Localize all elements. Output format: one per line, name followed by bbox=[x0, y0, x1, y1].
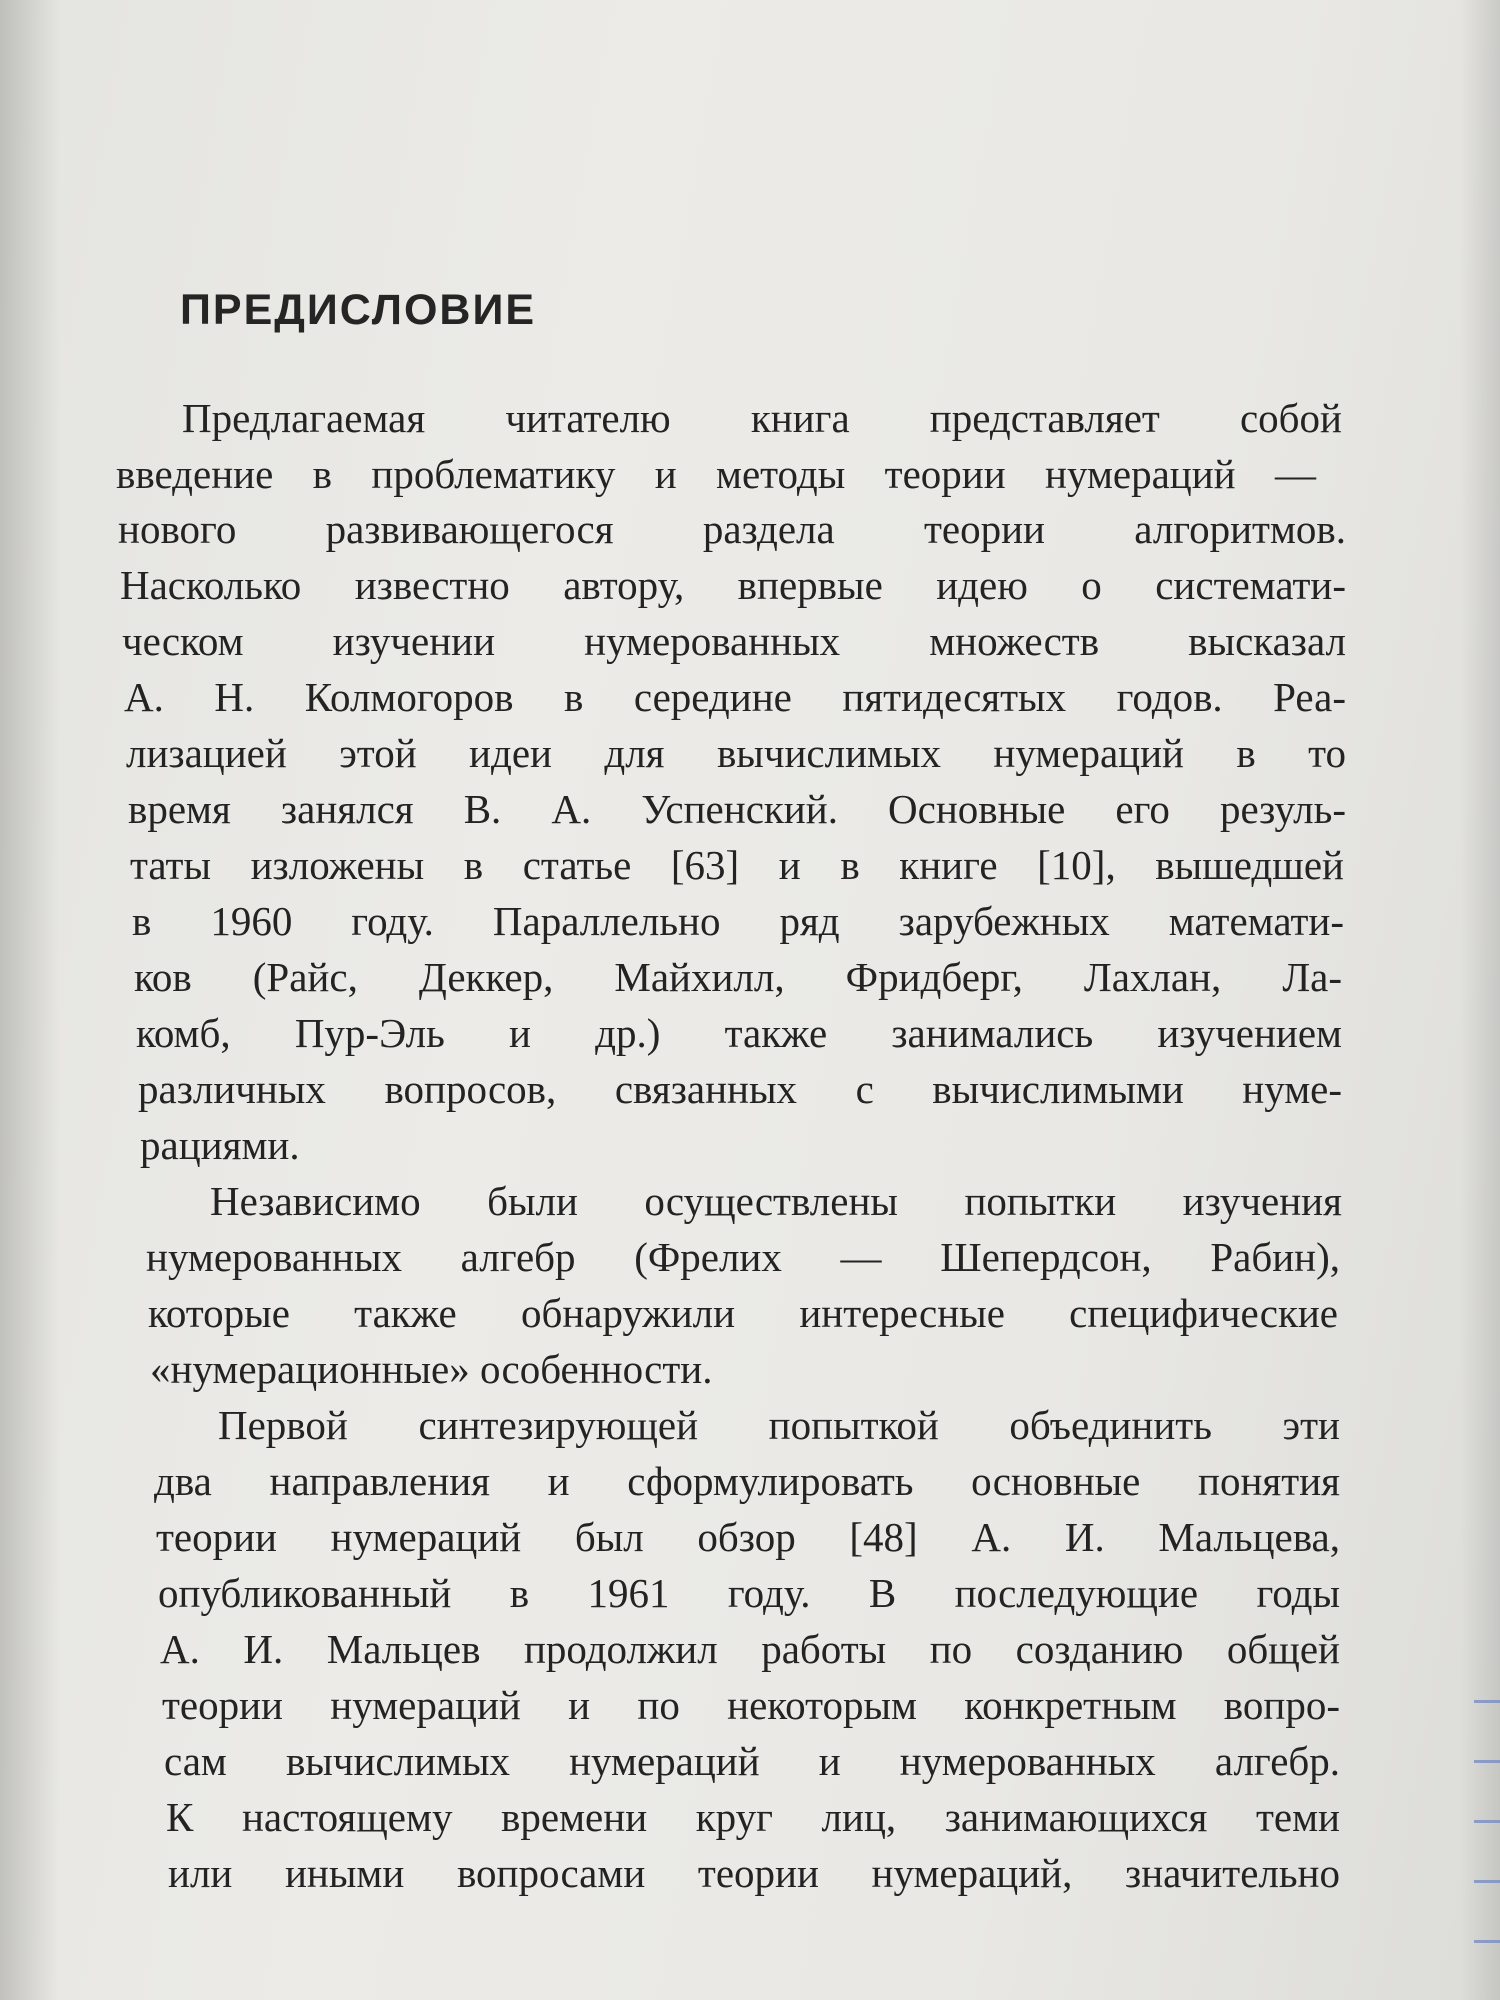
text-line: Первой синтезирующей попыткой объединить эти bbox=[218, 1402, 1340, 1448]
text-line: таты изложены в статье [63] и в книге [10], вышедшей bbox=[130, 842, 1344, 888]
text-line: К настоящему времени круг лиц, занимающихся теми bbox=[166, 1794, 1340, 1840]
text-line: в 1960 году. Параллельно ряд зарубежных математи- bbox=[132, 898, 1344, 944]
text-line: которые также обнаружили интересные специфические bbox=[148, 1290, 1338, 1336]
notebook-line-mark bbox=[1474, 1700, 1500, 1703]
text-line: лизацией этой идеи для вычислимых нумераций в то bbox=[126, 730, 1346, 776]
text-line: ческом изучении нумерованных множеств высказал bbox=[122, 618, 1346, 664]
notebook-line-mark bbox=[1474, 1940, 1500, 1943]
text-line: Предлагаемая читателю книга представляет собой bbox=[182, 395, 1342, 441]
text-line: два направления и сформулировать основные понятия bbox=[154, 1458, 1340, 1504]
notebook-line-mark bbox=[1474, 1880, 1500, 1883]
chapter-heading: ПРЕДИСЛОВИЕ bbox=[180, 286, 537, 334]
text-line: теории нумераций был обзор [48] А. И. Мальцева, bbox=[156, 1514, 1340, 1560]
text-line: различных вопросов, связанных с вычислимыми нуме- bbox=[138, 1066, 1342, 1112]
text-line: время занялся В. А. Успенский. Основные его резуль- bbox=[128, 786, 1346, 832]
text-line: введение в проблематику и методы теории нумераций — bbox=[116, 451, 1316, 497]
text-line: А. Н. Колмогоров в середине пятидесятых годов. Реа- bbox=[124, 674, 1346, 720]
notebook-line-mark bbox=[1474, 1820, 1500, 1823]
text-line: нового развивающегося раздела теории алгоритмов. bbox=[118, 506, 1346, 552]
text-line: или иными вопросами теории нумераций, значительно bbox=[168, 1850, 1340, 1896]
text-line: теории нумераций и по некоторым конкретным вопро- bbox=[162, 1682, 1340, 1728]
text-line: Независимо были осуществлены попытки изучения bbox=[210, 1178, 1342, 1224]
notebook-line-mark bbox=[1474, 1760, 1500, 1763]
text-line: рациями. bbox=[140, 1122, 300, 1168]
text-line: сам вычислимых нумераций и нумерованных алгебр. bbox=[164, 1738, 1340, 1784]
text-line: «нумерационные» особенности. bbox=[150, 1346, 713, 1392]
text-line: опубликованный в 1961 году. В последующие годы bbox=[158, 1570, 1340, 1616]
text-line: А. И. Мальцев продолжил работы по созданию общей bbox=[160, 1626, 1340, 1672]
text-line: нумерованных алгебр (Фрелих — Шепердсон, Рабин), bbox=[146, 1234, 1340, 1280]
text-line: комб, Пур-Эль и др.) также занимались изучением bbox=[136, 1010, 1342, 1056]
text-line: ков (Райс, Деккер, Майхилл, Фридберг, Лахлан, Ла- bbox=[134, 954, 1342, 1000]
text-line: Насколько известно автору, впервые идею о системати- bbox=[120, 562, 1346, 608]
spine-shadow bbox=[0, 0, 60, 2000]
